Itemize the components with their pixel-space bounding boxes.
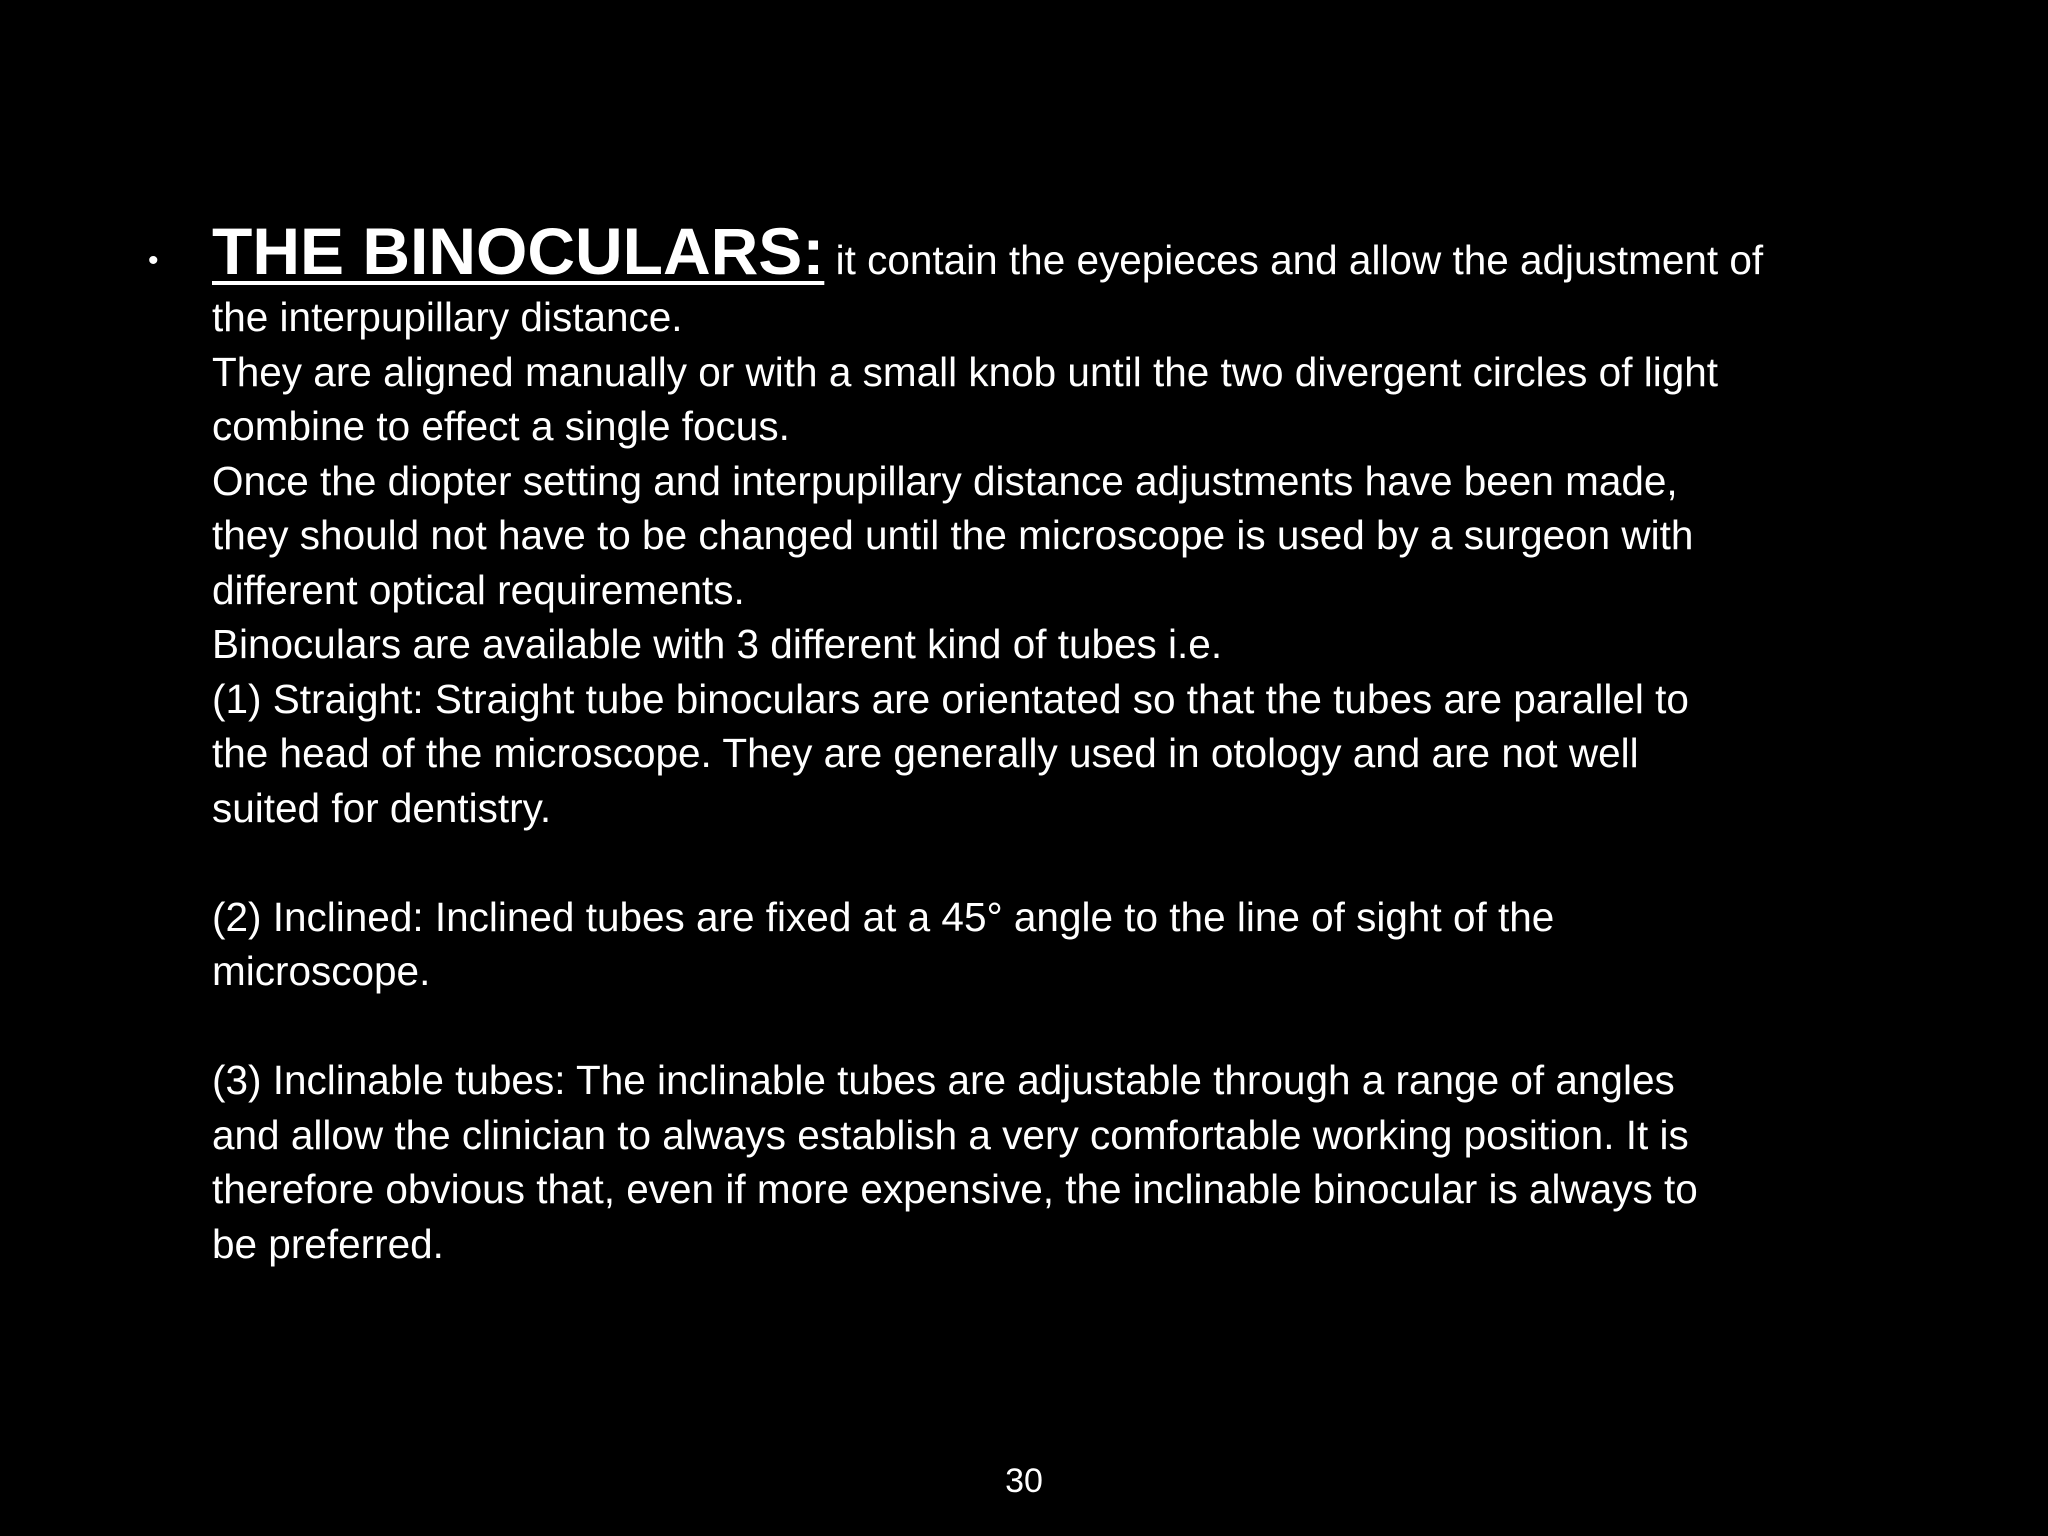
intro-text: it contain the eyepieces and allow the adjustment of [824,237,1764,283]
body-line: be preferred. [212,1220,444,1267]
body-line: the head of the microscope. They are generally used in otology and are not well [212,730,1639,776]
section-heading: THE BINOCULARS: [212,214,825,288]
body-line: (3) Inclinable tubes: The inclinable tubes are adjustable through a range of angles [212,1057,1675,1103]
body-line: Once the diopter setting and interpupillary distance adjustments have been made, [212,457,1678,504]
blank-line [212,835,1912,890]
body-line: suited for dentistry. [212,784,552,831]
bullet-content [212,212,1912,1271]
bullet-marker: • [148,244,159,277]
body-line: different optical requirements. [212,566,745,613]
body-line: the interpupillary distance. [212,294,683,340]
body-line: microscope. [212,948,431,994]
body-line: They are aligned manually or with a small knob until the two divergent circles of light [212,348,1718,395]
heading-line [212,212,1912,290]
body-line: they should not have to be changed until the microscope is used by a surgeon with [212,512,1694,558]
body-line: (1) Straight: Straight tube binoculars are orientated so that the tubes are parallel to [212,675,1689,722]
page-number: 30 [1005,1462,1043,1500]
body-line: therefore obvious that, even if more expensive, the inclinable binocular is always to [212,1166,1698,1212]
body-line: Binoculars are available with 3 different kind of tubes i.e. [212,621,1223,667]
body-line: and allow the clinician to always establish a very comfortable working position. It is [212,1111,1689,1158]
body-line: (2) Inclined: Inclined tubes are fixed at a 45° angle to the line of sight of the [212,893,1555,940]
body-line: combine to effect a single focus. [212,403,790,449]
blank-line [212,999,1912,1054]
